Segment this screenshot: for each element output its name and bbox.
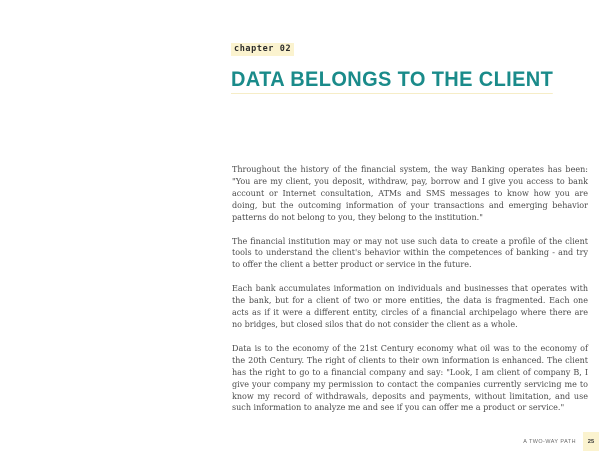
- paragraph: Throughout the history of the financial system, the way Banking operates has been: "You are my client, you deposit, withdraw, pay, borrow and I give you access to bank account or Internet consultation, ATMs and SMS messages to know how you are doing, but the outcoming information of your transactions and emerging behavior patterns do not belong to you, they belong to the institution.": [232, 165, 588, 222]
- paragraph: The financial institution may or may not use such data to create a profile of the client tools to understand the client's behavior within the competences of banking - and try to offer the client a better product or service in the future.: [232, 236, 588, 270]
- page-title: DATA BELONGS TO THE CLIENT: [231, 66, 553, 94]
- page-footer: [523, 432, 600, 451]
- running-title: A TWO-WAY PATH: [523, 438, 576, 445]
- page-number: 25: [583, 432, 599, 451]
- paragraph: Data is to the economy of the 21st Century economy what oil was to the economy of the 20th Century. The right of clients to their own information is enhanced. The client has the right to go to a financial company and say: "Look, I am client of company B, I give your company my permission to contact the companies currently servicing me to know my record of withdrawals, deposits and payments, without limitation, and use such information to analyze me and see if you can offer me a product or service.": [232, 343, 588, 413]
- chapter-label: chapter 02: [231, 43, 294, 56]
- paragraph: Each bank accumulates information on individuals and businesses that operates with the bank, but for a client of two or more entities, the data is fragmented. Each one acts as if it were a different entity, circles of a financial archipelago where there are no bridges, but closed silos that do not consider the client as a whole.: [232, 284, 588, 329]
- body-text: [232, 164, 588, 426]
